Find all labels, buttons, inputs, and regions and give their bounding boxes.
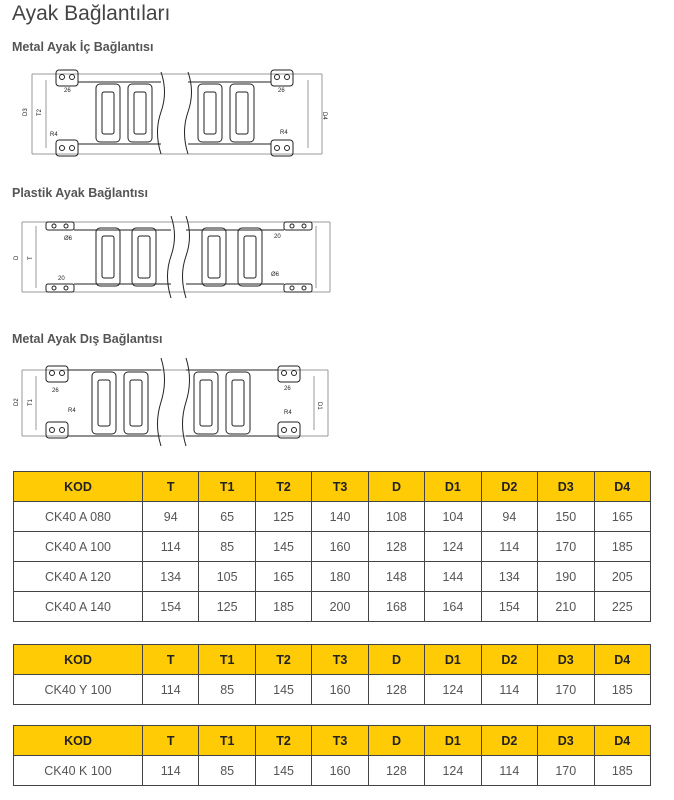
table-cell: CK40 A 140: [14, 592, 143, 622]
section-title-metal-inner: Metal Ayak İç Bağlantısı: [12, 40, 154, 54]
dim-label-26-bottom: 26: [278, 88, 285, 94]
table-cell: 134: [143, 562, 199, 592]
table-cell: 94: [481, 502, 537, 532]
col-header: D: [368, 472, 424, 502]
dim-label-t2: T2: [37, 108, 43, 116]
col-header: D1: [425, 472, 481, 502]
table-cell: 185: [594, 756, 651, 786]
dim-label-d4: D4: [321, 112, 327, 120]
table-cell: 128: [368, 675, 424, 705]
table-cell: 128: [368, 756, 424, 786]
table-header-row: [14, 645, 651, 675]
table-cell: CK40 A 120: [14, 562, 143, 592]
table-cell: 104: [425, 502, 481, 532]
dim-label-d1: D1: [316, 402, 322, 410]
radius-label-outer-left: R4: [68, 408, 76, 414]
radius-label-outer-right: R4: [284, 410, 292, 416]
table-cell: 145: [255, 532, 311, 562]
table-cell: 128: [368, 532, 424, 562]
table-cell: 65: [199, 502, 255, 532]
spec-table-metal: [13, 471, 651, 622]
table-cell: 164: [425, 592, 481, 622]
table-cell: 165: [255, 562, 311, 592]
radius-label-right: R4: [280, 130, 288, 136]
table-cell: 145: [255, 675, 311, 705]
table-cell: 185: [594, 675, 651, 705]
table-cell: CK40 Y 100: [14, 675, 143, 705]
table-cell: 148: [368, 562, 424, 592]
dim-label-20-top: 20: [274, 234, 281, 240]
table-cell: 168: [368, 592, 424, 622]
table-cell: 124: [425, 756, 481, 786]
table-cell: CK40 A 100: [14, 532, 143, 562]
table-row: [14, 675, 651, 705]
col-header: T: [143, 472, 199, 502]
dim-label-d: D: [14, 255, 20, 260]
col-header: T: [143, 645, 199, 675]
table-cell: 140: [312, 502, 368, 532]
col-header: D3: [538, 472, 594, 502]
table-row: [14, 592, 651, 622]
drawing-metal-inner: [16, 62, 336, 162]
table-cell: 150: [538, 502, 594, 532]
table-cell: 154: [481, 592, 537, 622]
table-cell: 170: [538, 756, 594, 786]
table-cell: 124: [425, 532, 481, 562]
col-header: T3: [312, 472, 368, 502]
col-header: T3: [312, 726, 368, 756]
table-cell: 85: [199, 756, 255, 786]
table-cell: 105: [199, 562, 255, 592]
col-header: T2: [255, 645, 311, 675]
table-cell: 170: [538, 675, 594, 705]
table-cell: 85: [199, 675, 255, 705]
table-cell: 165: [594, 502, 651, 532]
table-cell: 125: [255, 502, 311, 532]
drawing-plastic: [16, 208, 336, 308]
page-title: Ayak Bağlantıları: [12, 2, 171, 25]
section-title-metal-outer: Metal Ayak Dış Bağlantısı: [12, 332, 163, 346]
col-header: T: [143, 726, 199, 756]
col-header: D2: [481, 472, 537, 502]
table-header-row: [14, 472, 651, 502]
table-cell: 94: [143, 502, 199, 532]
dim-label-20-bottom: 20: [58, 276, 65, 282]
col-header: D: [368, 645, 424, 675]
table-cell: 190: [538, 562, 594, 592]
table-row: [14, 562, 651, 592]
table-cell: 114: [143, 675, 199, 705]
table-cell: CK40 K 100: [14, 756, 143, 786]
table-cell: CK40 A 080: [14, 502, 143, 532]
table-cell: 160: [312, 532, 368, 562]
hole-label-right: Ø6: [271, 272, 280, 278]
table-cell: 114: [481, 532, 537, 562]
drawing-metal-outer: [16, 352, 336, 452]
table-cell: 125: [199, 592, 255, 622]
table-cell: 180: [312, 562, 368, 592]
table-cell: 144: [425, 562, 481, 592]
table-cell: 124: [425, 675, 481, 705]
dim-label-d3: D3: [23, 108, 29, 116]
table-cell: 205: [594, 562, 651, 592]
table-cell: 160: [312, 675, 368, 705]
table-cell: 185: [255, 592, 311, 622]
table-cell: 114: [481, 756, 537, 786]
table-row: [14, 756, 651, 786]
table-cell: 210: [538, 592, 594, 622]
spec-table-outer: [13, 725, 651, 786]
spec-table-plastic: [13, 644, 651, 705]
dim-label-26-top: 26: [64, 88, 71, 94]
dim-label-d2: D2: [14, 398, 20, 406]
col-header: KOD: [14, 472, 143, 502]
table-cell: 154: [143, 592, 199, 622]
col-header: D4: [594, 726, 651, 756]
col-header: T1: [199, 472, 255, 502]
col-header: D4: [594, 645, 651, 675]
table-cell: 85: [199, 532, 255, 562]
col-header: D2: [481, 645, 537, 675]
col-header: D4: [594, 472, 651, 502]
col-header: D3: [538, 645, 594, 675]
col-header: T1: [199, 726, 255, 756]
table-cell: 114: [481, 675, 537, 705]
section-title-plastic: Plastik Ayak Bağlantısı: [12, 186, 148, 200]
table-cell: 185: [594, 532, 651, 562]
dim-label-26-left: 26: [52, 388, 59, 394]
col-header: T3: [312, 645, 368, 675]
table-row: [14, 532, 651, 562]
hole-label-left: Ø6: [64, 236, 73, 242]
table-cell: 145: [255, 756, 311, 786]
col-header: T2: [255, 726, 311, 756]
table-cell: 200: [312, 592, 368, 622]
col-header: T1: [199, 645, 255, 675]
table-cell: 225: [594, 592, 651, 622]
col-header: D: [368, 726, 424, 756]
radius-label-left: R4: [50, 132, 58, 138]
col-header: KOD: [14, 726, 143, 756]
table-cell: 114: [143, 532, 199, 562]
table-row: [14, 502, 651, 532]
table-cell: 108: [368, 502, 424, 532]
dim-label-t1: T1: [28, 398, 34, 406]
table-cell: 160: [312, 756, 368, 786]
table-cell: 170: [538, 532, 594, 562]
col-header: D3: [538, 726, 594, 756]
col-header: T2: [255, 472, 311, 502]
col-header: D2: [481, 726, 537, 756]
table-header-row: [14, 726, 651, 756]
dim-label-26-right: 26: [284, 386, 291, 392]
table-cell: 134: [481, 562, 537, 592]
col-header: D1: [425, 645, 481, 675]
col-header: D1: [425, 726, 481, 756]
col-header: KOD: [14, 645, 143, 675]
table-cell: 114: [143, 756, 199, 786]
dim-label-t: T: [28, 256, 34, 260]
